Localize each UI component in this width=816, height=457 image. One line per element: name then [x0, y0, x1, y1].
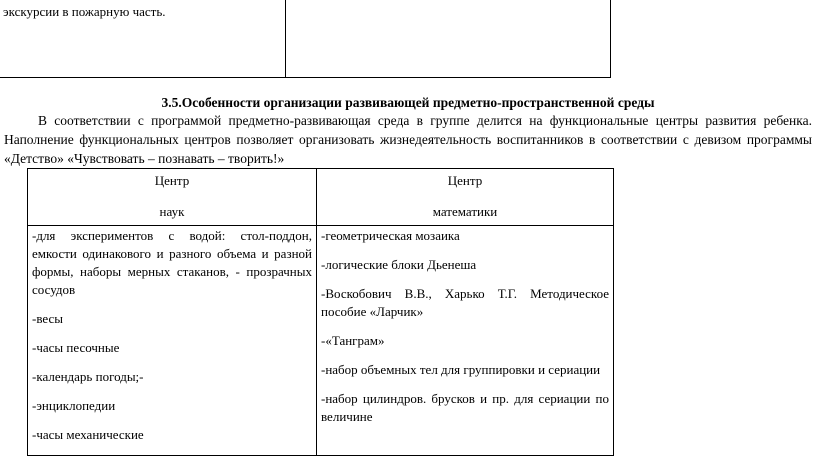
top-table-cell-text: экскурсии в пожарную часть. — [3, 4, 166, 19]
list-item: -набор цилиндров. брусков и пр. для сериации по величине — [321, 391, 609, 424]
list-item: -часы песочные — [32, 340, 120, 355]
header-line: Центр — [447, 173, 483, 188]
top-table-cell-left — [0, 0, 286, 78]
centers-table-body-row — [28, 226, 614, 456]
centers-table-header-row — [28, 169, 614, 226]
science-center-items — [28, 226, 317, 456]
list-item: -логические блоки Дьенеша — [321, 257, 477, 272]
list-item: -набор объемных тел для группировки и сериации — [321, 362, 601, 377]
top-table-cell-right — [286, 0, 611, 78]
math-center-items — [317, 226, 614, 456]
paragraph-line: В соответствии с программой предметно-развивающая среда в группе делится на функциональные центры развития ребенка. — [38, 113, 812, 128]
header-line: математики — [432, 204, 498, 219]
list-item: -весы — [32, 311, 63, 326]
list-item: -энциклопедии — [32, 398, 116, 413]
list-item: -геометрическая мозаика — [321, 228, 460, 243]
section-paragraph — [4, 111, 812, 168]
list-item: -«Танграм» — [321, 333, 385, 348]
header-line: наук — [159, 204, 185, 219]
science-center-header — [28, 169, 317, 226]
list-item: -Воскобович В.В., Харько Т.Г. Методическое пособие «Ларчик» — [321, 286, 609, 319]
paragraph-line: Наполнение функциональных центров позволяет организовать жизнедеятельность воспитанников в соответствии с девизом программы — [4, 132, 812, 147]
list-item: -для экспериментов с водой: стол-поддон, емкости одинакового и разного объема и разной формы, наборы мерных стаканов, - прозрачных сосудов — [32, 228, 312, 297]
list-item: -часы механические — [32, 427, 144, 442]
list-item: -календарь погоды;- — [32, 369, 144, 384]
header-line: Центр — [154, 173, 190, 188]
centers-table — [27, 168, 614, 456]
math-center-header — [317, 169, 614, 226]
section-heading: 3.5.Особенности организации развивающей предметно-пространственной среды — [161, 95, 655, 110]
top-table — [0, 0, 611, 78]
paragraph-line: «Детство» «Чувствовать – познавать – творить!» — [4, 151, 285, 166]
